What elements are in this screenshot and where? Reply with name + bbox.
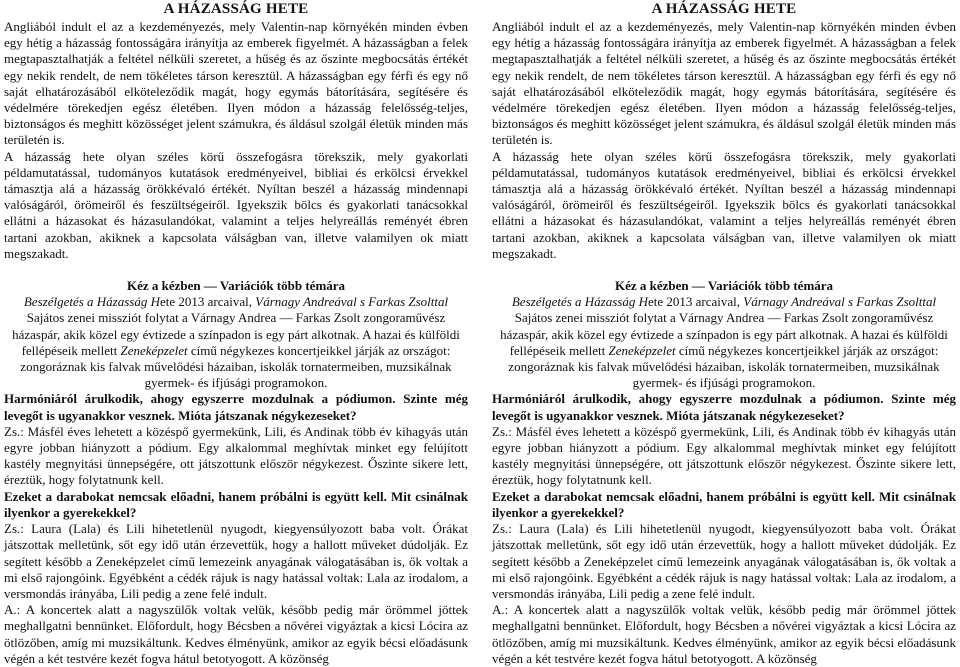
intro-part: című négykezes koncertjeikkel járják az országot: zongoráznak kis falvak művelődési házaiban, iskolák tornatermeiben, muzsikálnak gyermek- és ifjúsági programokon. (508, 342, 940, 391)
intro-paragraph-2: A házasság hete olyan széles körű összefogásra törekszik, mely gyakorlati példamutatással, tudományos kutatások eredményeivel, bibliai és erkölcsi érvekkel támasztja alá a házasság örökkévaló értékét. Nyíltan beszél a házasság mindennapi valóságáról, örömeiről és feszültségeiről. Igyekszik bölcs és gyakorlati tanácsokkal ellátni a házasokat és házasulandókat, valamint a teljes helyreállás reményét ébren tartani azokban, akiknek a kapcsolata válságban van, illetve valamilyen ok miatt megszakadt. (4, 148, 468, 261)
section-intro (492, 310, 956, 391)
spacer (4, 262, 468, 278)
answer-2: Zs.: Laura (Lala) és Lili hihetetlenül nyugodt, kiegyensúlyozott baba volt. Órákat játszottak melletünk, sőt egy idő után érzevettük, hogy a hallott műveket dúdolják. Ez segített később a Zeneképzelet című lemezeink anyagának válogatásában is, ők voltak a mi első rajongóink. Egyébként a cédék rájuk is nagy hatással voltak: Lala az irodalom, a versmondás irányába, Lili pedig a zene felé indult. (492, 521, 956, 601)
intro-part: Sajátos zenei missziót folytat a Várnagy Andrea — Farkas Zsolt zongoraművész házaspár, akik közel egy évtizede a színpadon is egy párt alkotnak. A hazai és külföldi fellépéseik mellett (500, 310, 948, 358)
answer-3: A.: A koncertek alatt a nagyszülők voltak velük, később pedig már örömmel jöttek meghallgatni bennünket. Előfordult, hogy Bécsben a nővérei vigyáztak a kicsi Lócira az ötlözőben, amíg mi muzsikáltunk. Kedves élményünk, amikor az egyik bécsi előadásunk végén a két testvére kezét fogva hátul betotyogott. A közönség (492, 602, 956, 666)
subtitle-part: ete 2013 arcaival, (648, 294, 744, 310)
section-intro (4, 310, 468, 391)
subtitle-part: Beszélgetés a (511, 294, 585, 310)
article-title: A HÁZASSÁG HETE (651, 1, 797, 17)
intro-part: Zeneképzelet (608, 342, 676, 358)
answer-1: Zs.: Másfél éves lehetett a közéspő gyermekünk, Lili, és Andinak több év kihagyás után egyre jobban hiányzott a pódium. Egy alkalommal meghívtak minket egy felújított kastély megnyitási ünnepségére, ott játszottunk először négykezest. Őszinte sikere lett, éreztük, hogy folytatnunk kell. (492, 423, 956, 488)
intro-part: Sajátos zenei missziót folytat a Várnagy Andrea — Farkas Zsolt zongoraművész házaspár, akik közel egy évtizede a színpadon is egy párt alkotnak. A hazai és külföldi fellépéseik mellett (12, 310, 460, 358)
subtitle-part: Házasság H (584, 294, 648, 310)
answer-3: A.: A koncertek alatt a nagyszülők voltak velük, később pedig már örömmel jöttek meghallgatni bennünket. Előfordult, hogy Bécsben a nővérei vigyáztak a kicsi Lócira az ötlözőben, amíg mi muzsikáltunk. Kedves élményünk, amikor az egyik bécsi előadásunk végén a két testvére kezét fogva hátul betotyogott. A közönség (4, 602, 468, 666)
intro-paragraph-1: Angliából indult el az a kezdeményezés, mely Valentin-nap környékén minden évben egy hétig a házasság fontosságára irányítja az emberek figyelmét. A házasságban a felek megtapasztalhatják a feltétel nélküli szeretet, a hűség és az őszinte megbocsátás értékét egy nekik rendelt, de nem tökéletes társon keresztül. A házasságban egy férfi és egy nő saját elhatározásából elköteleződik magát, hogy egymás bátorítására, segítésére és védelmére törekedjen egész életében. Ilyen módon a házasság felelősség-teljes, biztonságos és meghitt közösséget jelent számukra, és áldásul szolgál életük minden más területén is. (4, 19, 468, 148)
intro-paragraph-2: A házasság hete olyan széles körű összefogásra törekszik, mely gyakorlati példamutatással, tudományos kutatások eredményeivel, bibliai és erkölcsi érvekkel támasztja alá a házasság örökkévaló értékét. Nyíltan beszél a házasság mindennapi valóságáról, örömeiről és feszültségeiről. Igyekszik bölcs és gyakorlati tanácsokkal ellátni a házasokat és házasulandókat, valamint a teljes helyreállás reményét ébren tartani azokban, akiknek a kapcsolata válságban van, illetve valamilyen ok miatt megszakadt. (492, 148, 956, 261)
answer-2: Zs.: Laura (Lala) és Lili hihetetlenül nyugodt, kiegyensúlyozott baba volt. Órákat játszottak melletünk, sőt egy idő után érzevettük, hogy a hallott műveket dúdolják. Ez segített később a Zeneképzelet című lemezeink anyagának válogatásában is, ők voltak a mi első rajongóink. Egyébként a cédék rájuk is nagy hatással voltak: Lala az irodalom, a versmondás irányába, Lili pedig a zene felé indult. (4, 521, 468, 601)
subtitle-part: ete 2013 arcaival, (160, 294, 256, 310)
intro-part: című négykezes koncertjeikkel járják az országot: zongoráznak kis falvak művelődési házaiban, iskolák tornatermeiben, muzsikálnak gyermek- és ifjúsági programokon. (20, 342, 452, 391)
column-left (4, 0, 468, 666)
question-2: Ezeket a darabokat nemcsak előadni, hanem próbálni is együtt kell. Mit csinálnak ilyenkor a gyerekekkel? (4, 488, 468, 520)
section-subtitle (4, 294, 468, 310)
section-title: Kéz a kézben — Variációk több témára (614, 278, 834, 294)
intro-part: Zeneképzelet (120, 342, 188, 358)
article-title: A HÁZASSÁG HETE (163, 1, 309, 17)
question-1: Harmóniáról árulkodik, ahogy egyszerre mozdulnak a pódiumon. Szinte még levegőt is ugyanakkor vesznek. Mióta játszanak négykezeseket? (4, 391, 468, 423)
subtitle-part: Házasság H (96, 294, 160, 310)
column-right (492, 0, 956, 666)
intro-paragraph-1: Angliából indult el az a kezdeményezés, mely Valentin-nap környékén minden évben egy hétig a házasság fontosságára irányítja az emberek figyelmét. A házasságban a felek megtapasztalhatják a feltétel nélküli szeretet, a hűség és az őszinte megbocsátás értékét egy nekik rendelt, de nem tökéletes társon keresztül. A házasságban egy férfi és egy nő saját elhatározásából elköteleződik magát, hogy egymás bátorítására, segítésére és védelmére törekedjen egész életében. Ilyen módon a házasság felelősség-teljes, biztonságos és meghitt közösséget jelent számukra, és áldásul szolgál életük minden más területén is. (492, 19, 956, 148)
answer-1: Zs.: Másfél éves lehetett a közéspő gyermekünk, Lili, és Andinak több év kihagyás után egyre jobban hiányzott a pódium. Egy alkalommal meghívtak minket egy felújított kastély megnyitási ünnepségére, ott játszottunk először négykezest. Őszinte sikere lett, éreztük, hogy folytatnunk kell. (4, 423, 468, 488)
section-subtitle (492, 294, 956, 310)
subtitle-part: Beszélgetés a (23, 294, 97, 310)
subtitle-part: Várnagy Andreával s Farkas Zsolttal (255, 294, 449, 310)
question-2: Ezeket a darabokat nemcsak előadni, hanem próbálni is együtt kell. Mit csinálnak ilyenkor a gyerekekkel? (492, 488, 956, 520)
subtitle-part: Várnagy Andreával s Farkas Zsolttal (743, 294, 937, 310)
spacer (492, 262, 956, 278)
question-1: Harmóniáról árulkodik, ahogy egyszerre mozdulnak a pódiumon. Szinte még levegőt is ugyanakkor vesznek. Mióta játszanak négykezeseket? (492, 391, 956, 423)
section-title: Kéz a kézben — Variációk több témára (126, 278, 346, 294)
